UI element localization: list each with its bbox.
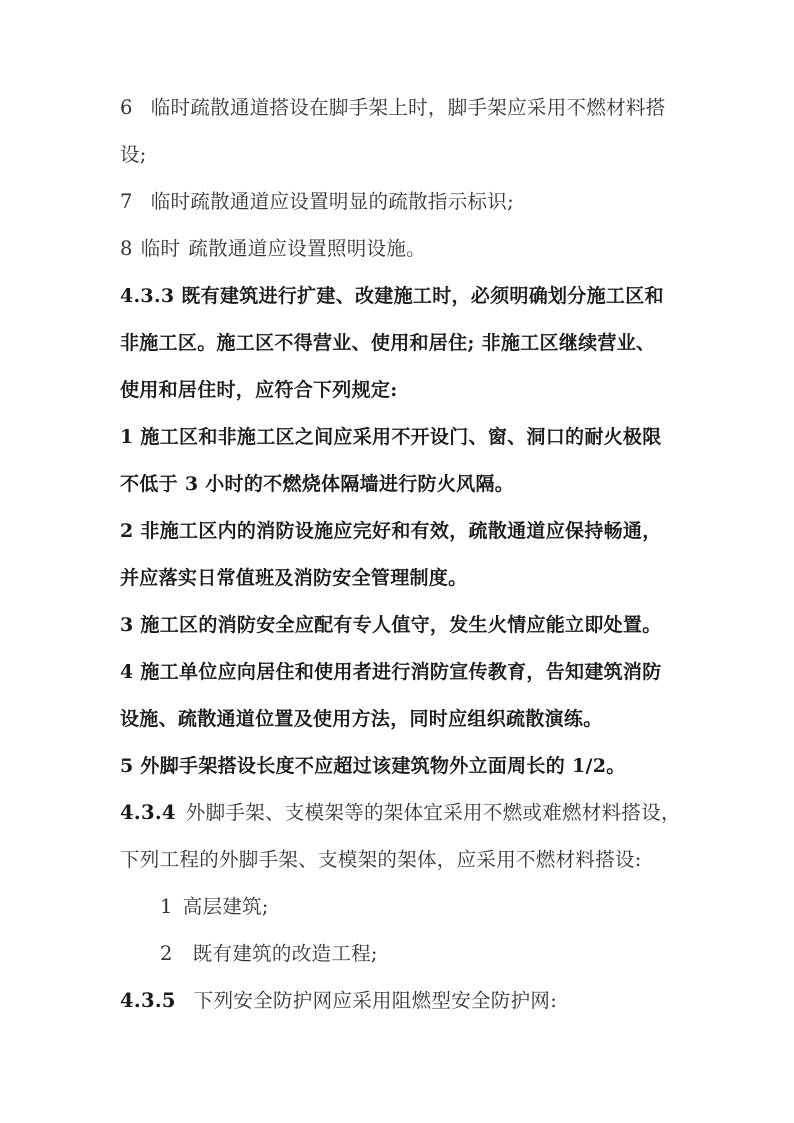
clause-text: 非施工区。施工区不得营业、使用和居住; 非施工区继续营业、 [120, 332, 656, 354]
rule-text: 2 非施工区内的消防设施应完好和有效，疏散通道应保持畅通， [120, 520, 662, 542]
clause-text: 下列工程的外脚手架、支模架的架体，应采用不燃材料搭设: [120, 848, 642, 871]
rule-text: 设施、疏散通道位置及使用方法，同时应组织疏散演练。 [120, 708, 603, 730]
rule-2 [120, 517, 662, 545]
item-6 [120, 94, 666, 122]
item-text: 设; [120, 143, 147, 166]
clause-4-3-5 [120, 987, 557, 1015]
clause-4-3-3-line3 [120, 376, 398, 404]
clause-4-3-3-line2 [120, 329, 655, 357]
clause-number: 4.3.4 [120, 801, 176, 824]
item-8 [120, 235, 426, 263]
clause-4-3-4 [120, 799, 681, 827]
list-text: 高层建筑; [182, 895, 269, 918]
rule-5 [120, 752, 626, 780]
rule-3 [120, 611, 662, 639]
rule-1 [120, 423, 662, 451]
item-number: 8 [120, 237, 133, 260]
rule-1-continued [120, 470, 514, 498]
item-text-2: 疏散通道应设置照明设施。 [188, 237, 426, 260]
rule-text: 不低于 3 小时的不燃烧体隔墙进行防火风隔。 [120, 473, 515, 495]
clause-text: 下列安全防护网应采用阻燃型安全防护网: [193, 989, 558, 1012]
item-number: 6 [120, 96, 133, 119]
rule-text: 1 施工区和非施工区之间应采用不开设门、窗、洞口的耐火极限 [120, 426, 662, 448]
list-number: 2 [160, 942, 173, 965]
clause-text: 使用和居住时，应符合下列规定: [120, 379, 398, 401]
item-text: 临时 [140, 237, 181, 260]
item-text: 临时疏散通道应设置明显的疏散指示标识; [150, 190, 514, 213]
clause-text: 外脚手架、支模架等的架体宜采用不燃或难燃材料搭设， [185, 801, 681, 824]
rule-text: 3 施工区的消防安全应配有专人值守，发生火情应能立即处置。 [120, 614, 662, 636]
rule-text: 5 外脚手架搭设长度不应超过该建筑物外立面周长的 1/2。 [120, 755, 626, 777]
list-number: 1 [160, 895, 173, 918]
clause-4-3-4-continued [120, 846, 642, 874]
rule-text: 4 施工单位应向居住和使用者进行消防宣传教育，告知建筑消防 [120, 661, 662, 683]
item-7 [120, 188, 514, 216]
item-text: 临时疏散通道搭设在脚手架上时，脚手架应采用不燃材料搭 [150, 96, 666, 119]
item-number: 7 [120, 190, 133, 213]
list-item-1 [160, 893, 269, 921]
rule-4 [120, 658, 662, 686]
rule-2-continued [120, 564, 467, 592]
rule-text: 并应落实日常值班及消防安全管理制度。 [120, 567, 468, 589]
list-text: 既有建筑的改造工程; [192, 942, 378, 965]
clause-4-3-3 [120, 282, 664, 310]
item-6-continued [120, 141, 147, 169]
clause-text: 4.3.3 既有建筑进行扩建、改建施工时，必须明确划分施工区和 [120, 285, 664, 307]
clause-number: 4.3.5 [120, 989, 176, 1012]
list-item-2 [160, 940, 378, 968]
rule-4-continued [120, 705, 603, 733]
